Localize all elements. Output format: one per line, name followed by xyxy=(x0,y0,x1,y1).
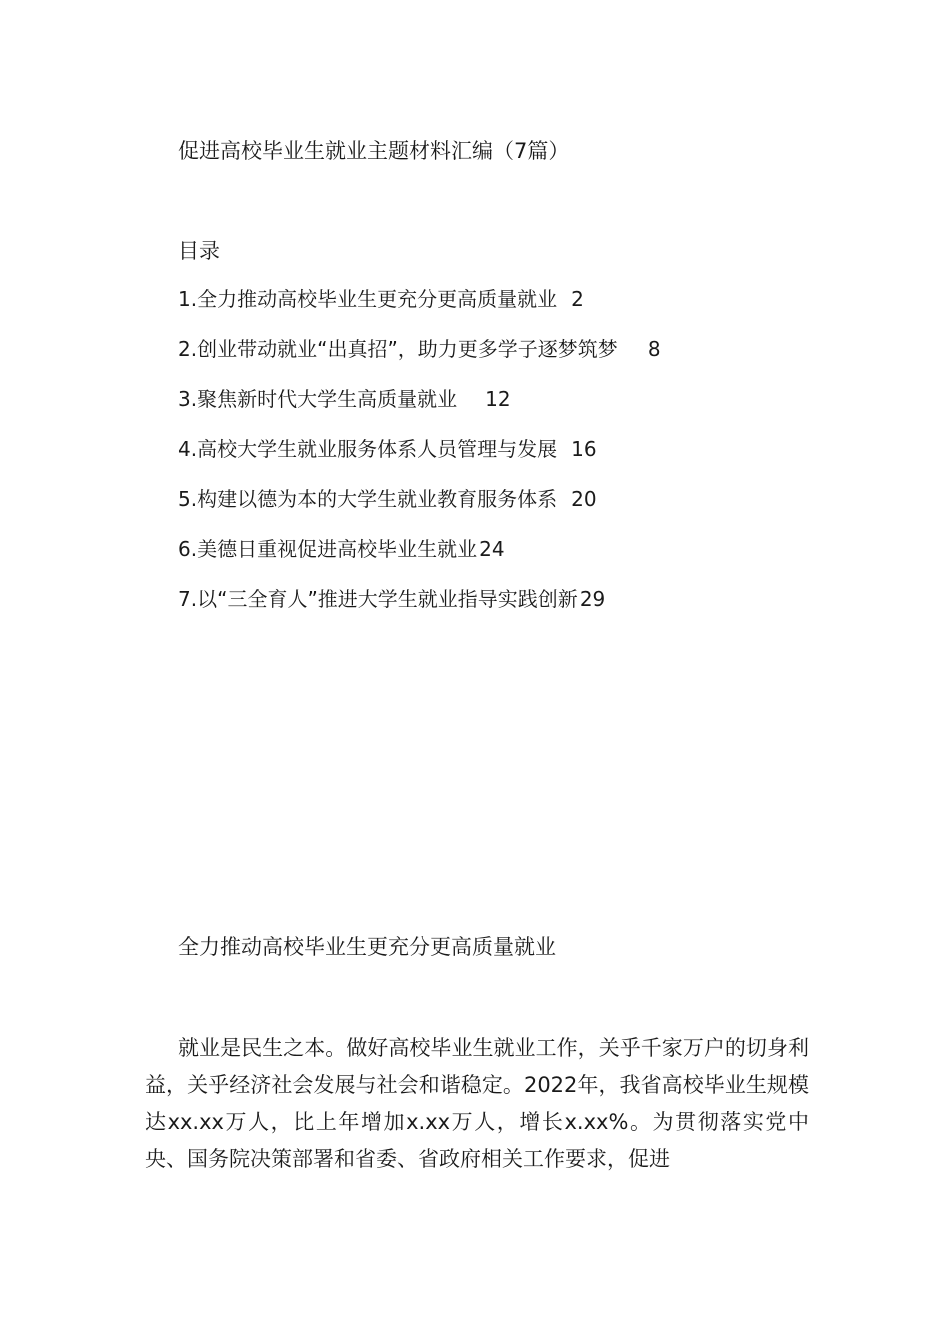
section-title: 全力推动高校毕业生更充分更高质量就业 xyxy=(178,935,556,959)
toc-item-page: 12 xyxy=(485,387,511,411)
toc-item-label: 2.创业带动就业“出真招”，助力更多学子逐梦筑梦 xyxy=(178,337,618,361)
toc-item-label: 5.构建以德为本的大学生就业教育服务体系 xyxy=(178,487,558,511)
toc-item[interactable] xyxy=(178,334,778,384)
toc-item[interactable] xyxy=(178,384,778,434)
document-title: 促进高校毕业生就业主题材料汇编（7篇） xyxy=(178,139,570,163)
toc-item[interactable] xyxy=(178,434,778,484)
toc-item[interactable] xyxy=(178,534,778,584)
toc-item-label: 1.全力推动高校毕业生更充分更高质量就业 xyxy=(178,287,558,311)
toc-item[interactable] xyxy=(178,284,778,334)
toc-item-page: 29 xyxy=(579,587,606,611)
toc-item-page: 16 xyxy=(571,437,597,461)
table-of-contents xyxy=(178,284,778,634)
toc-item-label: 4.高校大学生就业服务体系人员管理与发展 xyxy=(178,437,558,461)
body-paragraph: 就业是民生之本。做好高校毕业生就业工作，关乎千家万户的切身利益，关乎经济社会发展与社会和谐稳定。2022年，我省高校毕业生规模达xx.xx万人，比上年增加x.xx万人，增长x.xx%。为贯彻落实党中央、国务院决策部署和省委、省政府相关工作要求，促进 xyxy=(145,1036,809,1171)
toc-item-label: 6.美德日重视促进高校毕业生就业 xyxy=(178,537,478,561)
toc-heading: 目录 xyxy=(178,239,220,263)
toc-item[interactable] xyxy=(178,584,778,634)
toc-item-page: 2 xyxy=(571,287,584,311)
toc-item-page: 8 xyxy=(647,337,661,361)
toc-item-page: 24 xyxy=(479,537,505,561)
toc-item-label: 7.以“三全育人”推进大学生就业指导实践创新 xyxy=(178,587,578,611)
toc-item[interactable] xyxy=(178,484,778,534)
toc-item-label: 3.聚焦新时代大学生高质量就业 xyxy=(178,387,458,411)
toc-item-page: 20 xyxy=(571,487,597,511)
